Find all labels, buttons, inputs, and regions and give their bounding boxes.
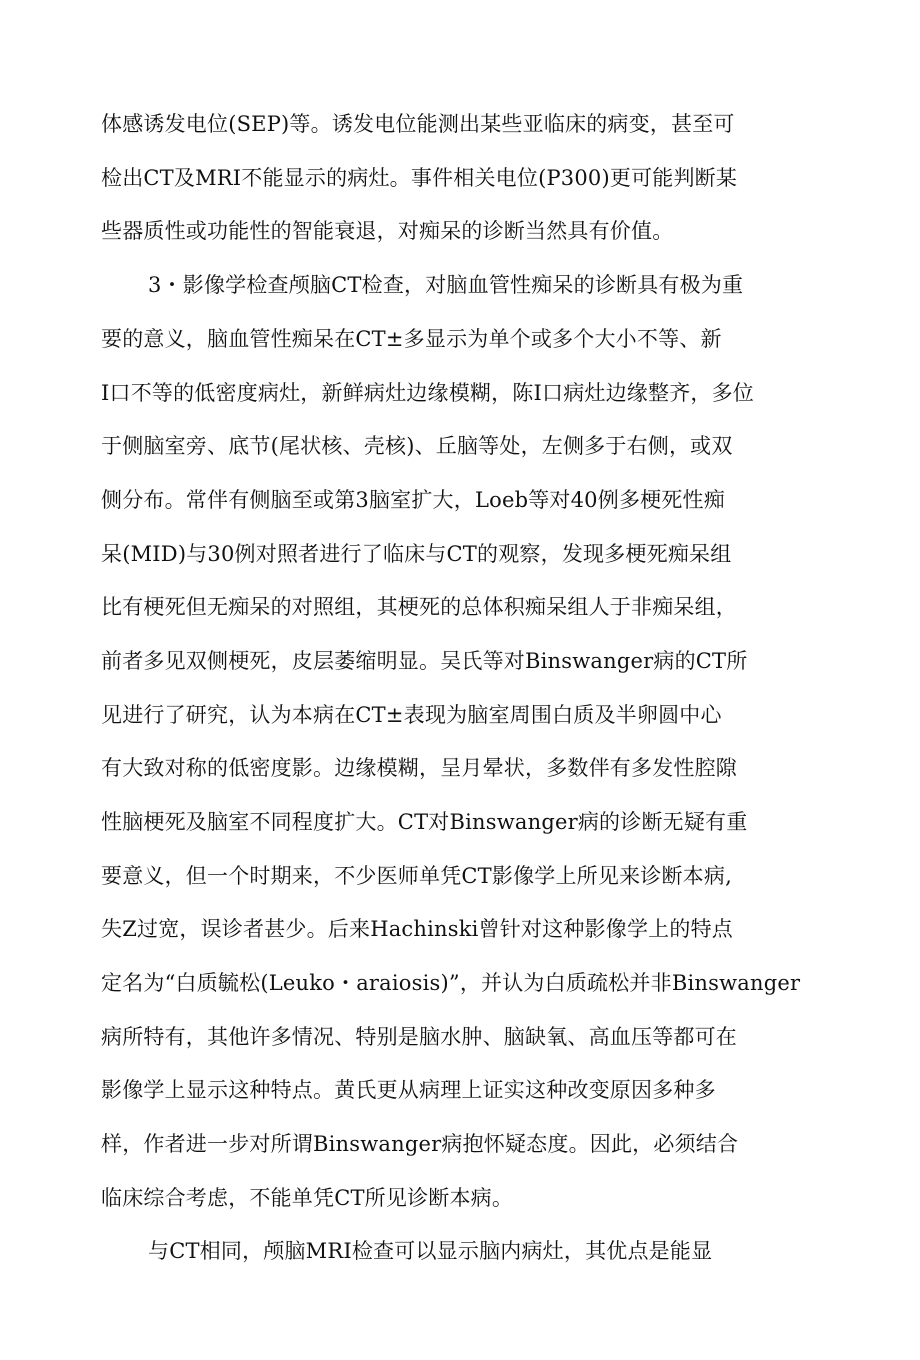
paragraph-start-line: 3・影像学检查颅脑CT检查，对脑血管性痴呆的诊断具有极为重 [148,273,744,297]
text-line: 临床综合考虑，不能单凭CT所见诊断本病。 [101,1186,514,1210]
text-line: 要意义，但一个时期来，不少医师单凭CT影像学上所见来诊断本病, [101,864,732,888]
text-line: 失Z过宽，误诊者甚少。后来Hachinski曾针对这种影像学上的特点 [101,917,733,941]
text-line: 于侧脑室旁、底节(尾状核、壳核)、丘脑等处，左侧多于右侧，或双 [101,434,733,458]
text-line: 检出CT及MRI不能显示的病灶。事件相关电位(P300)更可能判断某 [101,166,738,190]
text-line: 呆(MID)与30例对照者进行了临床与CT的观察，发现多梗死痴呆组 [101,542,732,566]
paragraph-start-line: 与CT相同，颅脑MRI检查可以显示脑内病灶，其优点是能显 [148,1239,713,1263]
text-line: 前者多见双侧梗死，皮层萎缩明显。吴氏等对Binswanger病的CT所 [101,649,748,673]
text-line: 样，作者进一步对所谓Binswanger病抱怀疑态度。因此，必须结合 [101,1132,739,1156]
text-line: 体感诱发电位(SEP)等。诱发电位能测出某些亚临床的病变，甚至可 [101,112,735,136]
text-line: 要的意义，脑血管性痴呆在CT±多显示为单个或多个大小不等、新 [101,327,722,351]
text-line: 些器质性或功能性的智能衰退，对痴呆的诊断当然具有价值。 [101,219,674,243]
text-line: I口不等的低密度病灶，新鲜病灶边缘模糊，陈I口病灶边缘整齐，多位 [101,381,754,405]
text-line: 见进行了研究，认为本病在CT±表现为脑室周围白质及半卵圆中心 [101,703,722,727]
text-line: 比有梗死但无痴呆的对照组，其梗死的总体积痴呆组人于非痴呆组， [101,595,737,619]
text-line: 有大致对称的低密度影。边缘模糊，呈月晕状，多数伴有多发性腔隙 [101,756,737,780]
text-line: 侧分布。常伴有侧脑至或第3脑室扩大，Loeb等对40例多梗死性痴 [101,488,725,512]
text-line: 影像学上显示这种特点。黄氏更从病理上证实这种改变原因多种多 [101,1078,716,1102]
text-line: 定名为“白质毓松(Leuko・araiosis)”，并认为白质疏松并非Binswanger [101,971,801,995]
text-line: 病所特有，其他许多情况、特别是脑水肿、脑缺氧、高血压等都可在 [101,1025,737,1049]
text-line: 性脑梗死及脑室不同程度扩大。CT对Binswanger病的诊断无疑有重 [101,810,748,834]
